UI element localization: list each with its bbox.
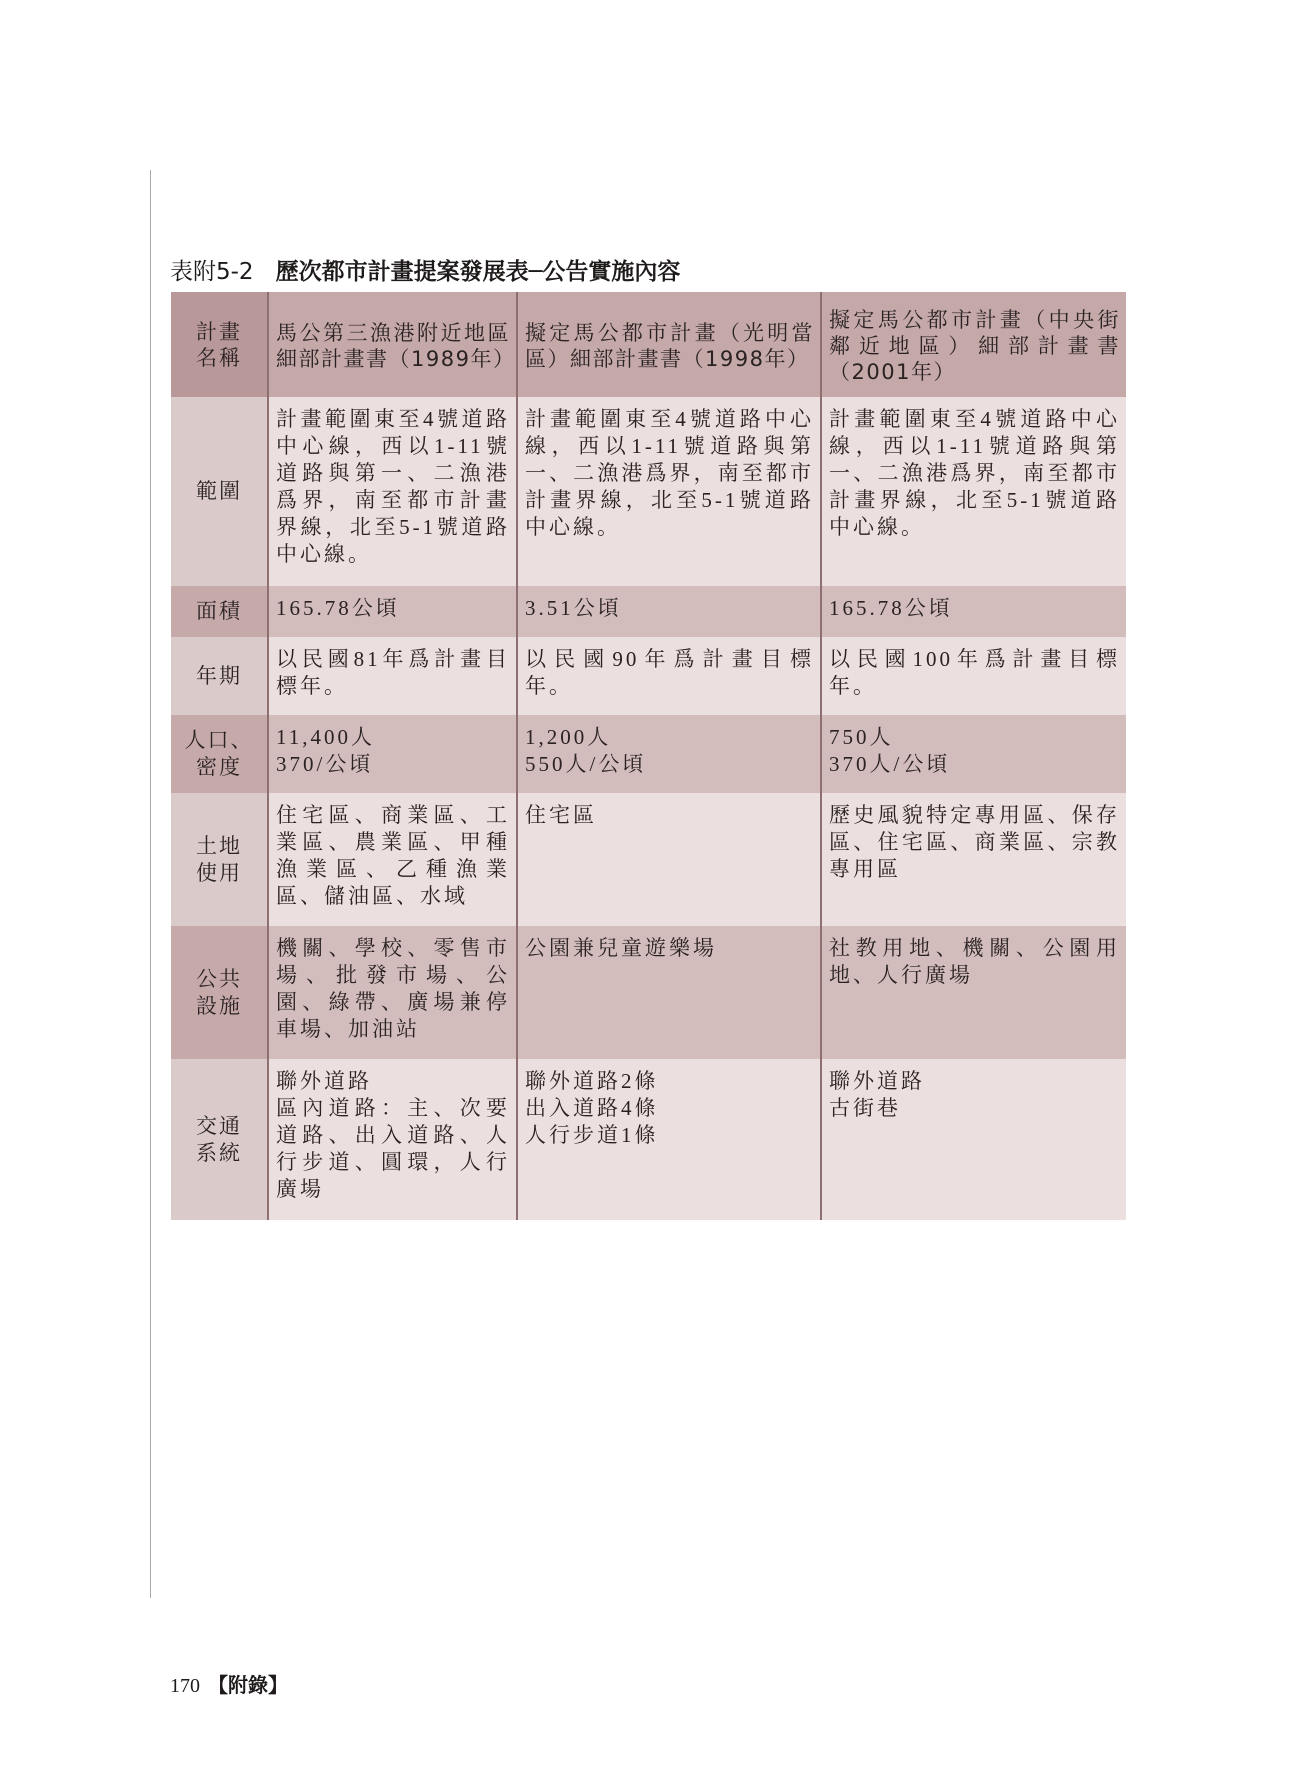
section-name: 【附錄】 [208, 1673, 288, 1697]
table-cell: 歷史風貌特定專用區、保存區、住宅區、商業區、宗教專用區 [821, 793, 1126, 926]
row-label-transport: 交通 系統 [171, 1059, 268, 1220]
table-row-population [171, 715, 1126, 793]
table-cell: 公園兼兒童遊樂場 [517, 926, 821, 1059]
table-cell: 計畫範圍東至4號道路中心線，西以1-11號道路與第一、二漁港爲界，南至都市計畫界線，北至5-1號道路中心線。 [268, 397, 517, 586]
table-cell: 住宅區 [517, 793, 821, 926]
header-row [171, 292, 1126, 397]
row-label-area: 面積 [171, 586, 268, 637]
table-cell: 165.78公頃 [821, 586, 1126, 637]
page-footer [170, 1670, 288, 1700]
row-label-scope: 範圍 [171, 397, 268, 586]
header-cell-1989: 馬公第三漁港附近地區細部計畫書（1989年） [268, 292, 517, 397]
table-title [170, 256, 680, 288]
header-label: 計畫 名稱 [171, 292, 268, 397]
table-cell: 11,400人 370/公頃 [268, 715, 517, 793]
table-cell: 計畫範圍東至4號道路中心線，西以1-11號道路與第一、二漁港爲界，南至都市計畫界線，北至5-1號道路中心線。 [517, 397, 821, 586]
table-cell: 以民國100年爲計畫目標年。 [821, 637, 1126, 715]
table-row-land-use [171, 793, 1126, 926]
header-cell-1998: 擬定馬公都市計畫（光明當區）細部計畫書（1998年） [517, 292, 821, 397]
page-number: 170 [170, 1675, 200, 1697]
row-label-population: 人口、 密度 [171, 715, 268, 793]
table-cell: 750人 370人/公頃 [821, 715, 1126, 793]
table-title-text: 歷次都市計畫提案發展表─公告實施內容 [275, 259, 681, 285]
row-label-term: 年期 [171, 637, 268, 715]
table-cell: 165.78公頃 [268, 586, 517, 637]
table-cell: 1,200人 550人/公頃 [517, 715, 821, 793]
row-label-public-facilities: 公共 設施 [171, 926, 268, 1059]
table-cell: 以民國90年爲計畫目標年。 [517, 637, 821, 715]
margin-rule [150, 170, 151, 1598]
header-cell-2001: 擬定馬公都市計畫（中央街鄰近地區）細部計畫書（2001年） [821, 292, 1126, 397]
table-row-term [171, 637, 1126, 715]
table-row-area [171, 586, 1126, 637]
table-cell: 聯外道路2條 出入道路4條 人行步道1條 [517, 1059, 821, 1220]
table-cell: 機關、學校、零售市場、批發市場、公園、綠帶、廣場兼停車場、加油站 [268, 926, 517, 1059]
plan-comparison-table [171, 292, 1126, 1220]
table-cell: 聯外道路 區內道路：主、次要道路、出入道路、人行步道、圓環，人行廣場 [268, 1059, 517, 1220]
table-cell: 以民國81年爲計畫目標年。 [268, 637, 517, 715]
table-row-transport [171, 1059, 1126, 1220]
table-cell: 聯外道路 古街巷 [821, 1059, 1126, 1220]
table-cell: 計畫範圍東至4號道路中心線，西以1-11號道路與第一、二漁港爲界，南至都市計畫界線，北至5-1號道路中心線。 [821, 397, 1126, 586]
row-label-land-use: 土地 使用 [171, 793, 268, 926]
table-cell: 社教用地、機關、公園用地、人行廣場 [821, 926, 1126, 1059]
table-row-scope [171, 397, 1126, 586]
table-cell: 住宅區、商業區、工業區、農業區、甲種漁業區、乙種漁業區、儲油區、水域 [268, 793, 517, 926]
table-number: 表附5-2 [170, 259, 254, 285]
table-cell: 3.51公頃 [517, 586, 821, 637]
table-row-public-facilities [171, 926, 1126, 1059]
